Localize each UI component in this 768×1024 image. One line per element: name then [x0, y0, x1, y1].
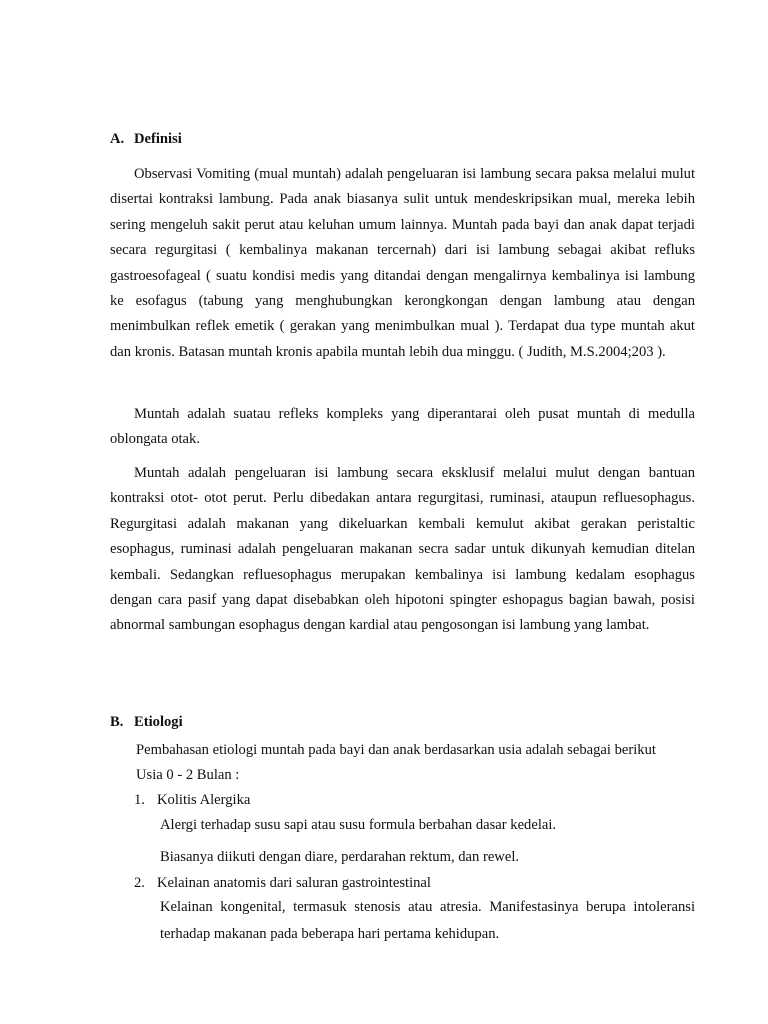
age-group-label: Usia 0 - 2 Bulan : [136, 767, 240, 783]
list-item-1-title: Kolitis Alergika [157, 792, 251, 808]
list-item-2-title: Kelainan anatomis dari saluran gastrointestinal [157, 875, 431, 891]
section-b-title: Etiologi [134, 714, 183, 730]
list-item-2-description: Kelainan kongenital, termasuk stenosis atau atresia. Manifestasinya berupa intoleransi terhadap makanan pada beberapa hari pertama kehidupan. [160, 899, 695, 942]
list-item-2-number: 2. [134, 875, 145, 891]
section-a-heading [110, 131, 182, 148]
definition-paragraph-3: Muntah adalah pengeluaran isi lambung secara eksklusif melalui mulut dengan bantuan kontraksi otot- otot perut. Perlu dibedakan antara regurgitasi, ruminasi, ataupun refluesophagus. Regurgitasi adalah makanan yang dikeluarkan kembali kemulut akibat gerakan peristaltic esophagus, ruminasi adalah pengeluaran makanan secra sadar untuk dikunyah kemudian ditelan kembali. Sedangkan refluesophagus merupakan kembalinya isi lambung kedalam esophagus dengan cara pasif yang dapat disebabkan oleh hipotoni spingter eshopagus bagian bawah, posisi abnormal sambungan esophagus dengan kardial atau pengosongan isi lambung yang lambat. [110, 465, 695, 634]
list-item-2-heading [134, 873, 431, 893]
list-item-1-heading [134, 790, 250, 810]
section-a-number: A. [110, 131, 125, 147]
section-b-heading [110, 714, 183, 731]
definition-paragraph-2: Muntah adalah suatau refleks kompleks yang diperantarai oleh pusat muntah di medulla oblongata otak. [110, 406, 695, 448]
etiology-intro: Pembahasan etiologi muntah pada bayi dan anak berdasarkan usia adalah sebagai berikut [136, 742, 656, 758]
definition-paragraph-1: Observasi Vomiting (mual muntah) adalah pengeluaran isi lambung secara paksa melalui mulut disertai kontraksi lambung. Pada anak biasanya sulit untuk mendeskripsikan mual, mereka lebih sering mengeluh sakit perut atau keluhan umum lainnya. Muntah pada bayi dan anak dapat terjadi secara regurgitasi ( kembalinya makanan tercernah) dari isi lambung sebagai akibat refluks gastroesofageal ( suatu kondisi medis yang ditandai dengan mengalirnya kembalinya isi lambung ke esofagus (tabung yang menghubungkan kerongkongan dengan lambung atau dengan menimbulkan reflek emetik ( gerakan yang menimbulkan mual ). Terdapat dua type muntah akut dan kronis. Batasan muntah kronis apabila muntah lebih dua minggu. ( Judith, M.S.2004;203 ). [110, 166, 695, 360]
list-item-1-line-1: Alergi terhadap susu sapi atau susu formula berbahan dasar kedelai. [160, 817, 557, 833]
list-item-1-number: 1. [134, 792, 145, 808]
section-b-number: B. [110, 714, 124, 730]
list-item-1-line-2: Biasanya diikuti dengan diare, perdarahan rektum, dan rewel. [160, 849, 520, 865]
section-a-title: Definisi [134, 131, 182, 147]
